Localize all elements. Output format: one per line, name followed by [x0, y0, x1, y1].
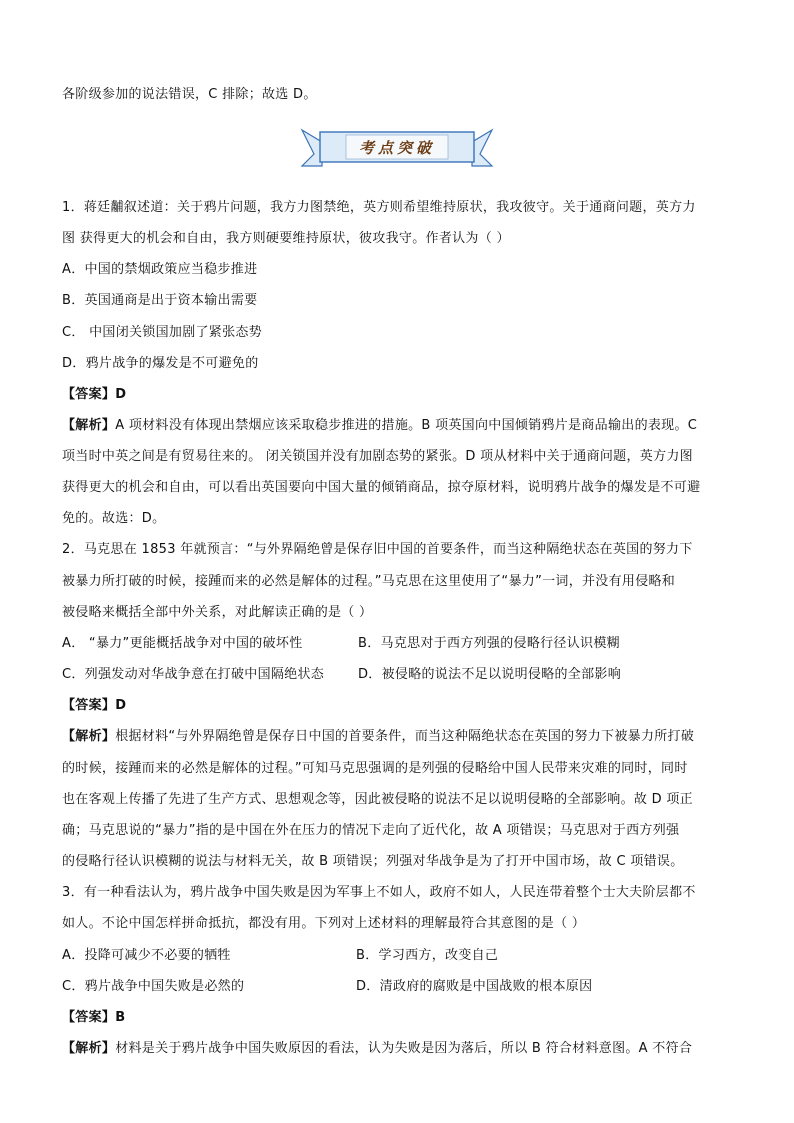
- banner-title: 考点突破: [358, 139, 436, 157]
- q2-analysis-line: 的侵略行径认识模糊的说法与材料无关，故 B 项错误；列强对华战争是为了打开中国市场，故 C 项错误。: [62, 854, 684, 869]
- q2-analysis-line: 的时候，接踵而来的必然是解体的过程。”可知马克思强调的是列强的侵略给中国人民带来灾难的同时，同时: [62, 761, 688, 776]
- q1-option-c: C． 中国闭关锁国加剧了紧张态势: [62, 325, 263, 340]
- q1-option-b: B．英国通商是出于资本输出需要: [62, 293, 258, 308]
- q2-option-a: A． “暴力”更能概括战争对中国的破坏性: [62, 636, 303, 651]
- q2-option-c: C．列强发动对华战争意在打破中国隔绝状态: [62, 667, 325, 682]
- q3-option-c: C．鸦片战争中国失败是必然的: [62, 979, 245, 994]
- section-banner: [300, 126, 494, 170]
- q2-stem-line: 被暴力所打破的时候，接踵而来的必然是解体的过程。”马克思在这里使用了“暴力”一词，并没有用侵略和: [62, 574, 676, 589]
- q3-analysis-text: 材料是关于鸦片战争中国失败原因的看法，认为失败是因为落后，所以 B 符合材料意图。A 不符合: [115, 1041, 693, 1056]
- q2-analysis-line: 确；马克思说的“暴力”指的是中国在外在压力的情况下走向了近代化，故 A 项错误；马克思对于西方列强: [62, 823, 680, 838]
- intro-continuation: 各阶级参加的说法错误，C 排除；故选 D。: [62, 87, 317, 102]
- q2-stem-line: 2．马克思在 1853 年就预言：“与外界隔绝曾是保存旧中国的首要条件，而当这种隔绝状态在英国的努力下: [62, 542, 693, 557]
- q1-analysis-line: 免的。故选：D。: [62, 511, 166, 526]
- q2-option-b: B．马克思对于西方列强的侵略行径认识模糊: [358, 636, 620, 651]
- q1-analysis-line: [62, 417, 738, 435]
- q1-analysis-label: 【解析】: [62, 418, 116, 433]
- q3-option-b: B．学习西方，改变自己: [356, 948, 499, 963]
- q3-stem-line: 3．有一种看法认为，鸦片战争中国失败是因为军事上不如人，政府不如人，人民连带着整个士大夫阶层都不: [62, 885, 696, 900]
- q1-analysis-line: 项当时中英之间是有贸易往来的。 闭关锁国并没有加剧态势的紧张。D 项从材料中关于通商问题，英方力图: [62, 449, 693, 464]
- q2-analysis-text: 根据材料“与外界隔绝曾是保存日中国的首要条件，而当这种隔绝状态在英国的努力下被暴力所打破: [115, 729, 695, 744]
- q3-option-d: D．清政府的腐败是中国战败的根本原因: [356, 979, 593, 994]
- q3-option-a: A．投降可减少不必要的牺牲: [62, 948, 231, 963]
- banner-left-tail: [302, 130, 322, 166]
- q1-analysis-line: 获得更大的机会和自由，可以看出英国要向中国大量的倾销商品，掠夺原材料，说明鸦片战争的爆发是不可避: [62, 480, 701, 495]
- q3-stem-line: 如人。不论中国怎样拼命抵抗，都没有用。下列对上述材料的理解最符合其意图的是（ ）: [62, 916, 586, 931]
- q1-option-d: D．鸦片战争的爆发是不可避免的: [62, 356, 259, 371]
- q1-stem-line: 图 获得更大的机会和自由，我方则硬要维持原状，彼攻我守。作者认为（ ）: [62, 231, 510, 246]
- q1-analysis-text: A 项材料没有体现出禁烟应该采取稳步推进的措施。B 项英国向中国倾销鸦片是商品输出的表现。C: [115, 418, 698, 433]
- q2-stem-line: 被侵略来概括全部中外关系，对此解读正确的是（ ）: [62, 605, 373, 620]
- q3-analysis-label: 【解析】: [62, 1041, 116, 1056]
- q1-answer: 【答案】D: [62, 387, 127, 402]
- banner-right-tail: [472, 130, 492, 166]
- q2-analysis-line: 也在客观上传播了先进了生产方式、思想观念等，因此被侵略的说法不足以说明侵略的全部影响。故 D 项正: [62, 792, 693, 807]
- q1-stem-line: 1．蒋廷黼叙述道：关于鸦片问题，我方力图禁绝，英方则希望维持原状，我攻彼守。关于通商问题，英方力: [62, 200, 696, 215]
- q3-analysis-line: [62, 1040, 738, 1058]
- q2-analysis-line: [62, 728, 738, 746]
- q1-option-a: A．中国的禁烟政策应当稳步推进: [62, 262, 258, 277]
- q2-option-d: D．被侵略的说法不足以说明侵略的全部影响: [358, 667, 622, 682]
- q3-answer: 【答案】B: [62, 1010, 126, 1025]
- q2-answer: 【答案】D: [62, 698, 127, 713]
- q2-analysis-label: 【解析】: [62, 729, 116, 744]
